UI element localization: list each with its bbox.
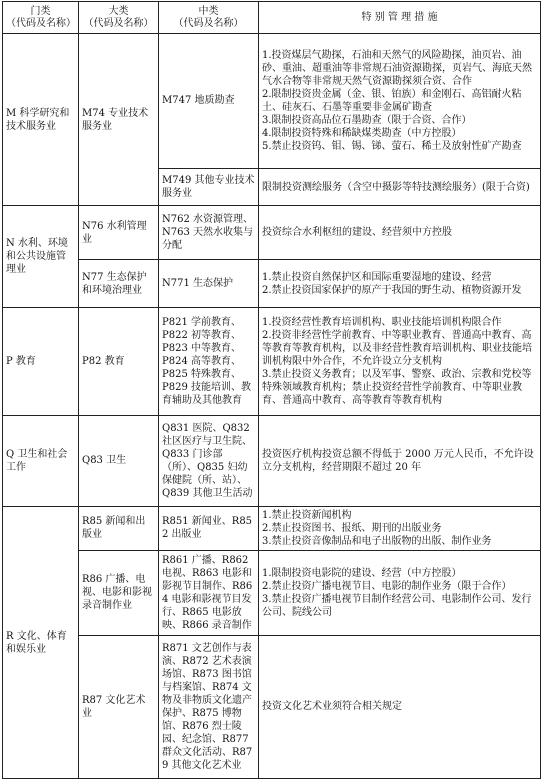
measures-cell [259,260,541,308]
measures-cell: 投资医疗机构投资总额不得低于 2000 万元人民币，不允许设立分支机构，经营期限不超过 20 年 [259,415,541,506]
header-menlei-subtitle: （代码及名称） [6,17,76,29]
measure-item: 2.禁止投资国家保护的原产于我国的野生动、植物资源开发 [262,284,522,296]
zhonglei-cell: R861 广播、R862 电视、R863 电影和影视节目制作、R864 电影和影视节目发行、R865 电影放映、R866 录音制作 [159,550,259,635]
zhonglei-line: P829 技能培训、教育辅助及其他教育 [162,381,251,406]
zhonglei-cell: Q831 医院、Q832 社区医疗与卫生院、Q833 门诊部（所）、Q835 妇幼保健院（所、站）、Q839 其他卫生活动 [159,415,259,506]
zhonglei-cell: N762 水资源管理、N763 天然水收集与分配 [159,206,259,260]
zhonglei-line: P822 初等教育、 [162,329,241,341]
measures-cell: 投资文化艺术业须符合相关规定 [259,635,541,778]
header-zhonglei-subtitle: （代码及名称） [173,17,244,29]
zhonglei-line: P823 中等教育、 [162,342,241,354]
measure-item: 3.禁止投资音像制品和电子出版物的出版、制作业务 [262,535,492,547]
table-row [3,507,541,551]
special-management-table [2,1,541,779]
measure-item: 1.禁止投资新闻机构 [262,509,352,521]
measures-cell: 限制投资测绘服务（含空中摄影等特技测绘服务）(限于合资) [259,168,541,205]
measure-item: 2.禁止投资图书、报纸、期刊的出版业务 [262,522,442,534]
header-measures: 特 别 管 理 措 施 [259,2,541,34]
table-row [3,206,541,260]
header-menlei [3,2,79,34]
measure-item: 3.禁止投资广播电视节目制作经营公司、电影制作公司、发行公司、院线公司 [262,593,532,618]
measure-item: 1.限制投资电影院的建设、经营（中方控股） [262,567,462,579]
menlei-cell: Q 卫生和社会工作 [3,415,79,506]
measures-cell [259,34,541,169]
dalei-cell: R85 新闻和出版业 [79,507,159,551]
dalei-cell: Q83 卫生 [79,415,159,506]
measure-item: 2.限制投资贵金属（金、银、铂族）和金刚石、高铝耐火粘土、硅灰石、石墨等重要非金属矿勘查 [262,88,522,113]
header-dalei-title: 大类 [108,5,129,17]
measure-item: 4.限制投资特殊和稀缺煤类勘查（中方控股） [262,127,462,139]
header-zhonglei [159,2,259,34]
dalei-cell: N77 生态保护和环境治理业 [79,260,159,308]
dalei-cell: M74 专业技术服务业 [79,34,159,206]
header-row [3,2,541,34]
table-row [3,635,541,778]
measure-item: 1.投资经营性教育培训机构、职业技能培训机构限合作 [262,316,502,328]
measures-cell: 投资综合水利枢纽的建设、经营须中方控股 [259,206,541,260]
measure-item: 3.禁止投资义务教育；以及军事、警察、政治、宗教和党校等特殊领域教育机构；禁止投资经营性学前教育、中等职业教育、普通高中教育、高等教育等教育机构 [262,368,532,406]
measure-item: 2.投资非经营性学前教育、中等职业教育、普通高中教育、高等教育等教育机构，以及非经营性教育培训机构、职业技能培训机构限中外合作，不允许设立分支机构 [262,329,532,367]
zhonglei-line: P824 高等教育、 [162,355,241,367]
zhonglei-line: P821 学前教育、 [162,316,241,328]
menlei-cell: M 科学研究和技术服务业 [3,34,79,206]
menlei-cell: N 水利、环境和公共设施管理业 [3,206,79,308]
table-row [3,34,541,169]
table-row [3,415,541,506]
measures-cell [259,507,541,551]
measures-cell [259,550,541,635]
header-dalei-subtitle: （代码及名称） [83,17,154,29]
menlei-cell: R 文化、体育和娱乐业 [3,507,79,779]
zhonglei-cell: R851 新闻业、R852 出版业 [159,507,259,551]
table-row [3,260,541,308]
measure-item: 3.限制投资高品位石墨勘查（限于合资、合作） [262,114,472,126]
zhonglei-cell: M747 地质勘查 [159,34,259,169]
menlei-cell: P 教育 [3,307,79,415]
measure-item: 2.禁止投资广播电视节目、电影的制作业务（限于合作） [262,580,512,592]
header-dalei [79,2,159,34]
zhonglei-cell [159,307,259,415]
table-row [3,550,541,635]
header-zhonglei-title: 中类 [198,5,219,17]
measure-item: 1.投资煤层气勘探，石油和天然气的风险勘探，油页岩、油砂、重油、超重油等非常规石油资源勘探，页岩气、海底天然气水合物等非常规天然气资源勘探须合资、合作 [262,49,532,87]
table-row [3,307,541,415]
header-menlei-title: 门类 [30,5,51,17]
dalei-cell: R86 广播、电视、电影和影视录音制作业 [79,550,159,635]
dalei-cell: P82 教育 [79,307,159,415]
zhonglei-cell: R871 文艺创作与表演、R872 艺术表演场馆、R873 图书馆与档案馆、R874 文物及非物质文化遗产保护、R875 博物馆、R876 烈士陵园、纪念馆、R877 群众文化活动、R879 其他文化艺术业 [159,635,259,778]
measures-cell [259,307,541,415]
dalei-cell: R87 文化艺术业 [79,635,159,778]
zhonglei-cell: M749 其他专业技术服务业 [159,168,259,205]
measure-item: 1.禁止投资自然保护区和国际重要湿地的建设、经营 [262,271,492,283]
measure-item: 5.禁止投资钨、钼、锡、锑、萤石、稀土及放射性矿产勘查 [262,140,522,152]
zhonglei-line: P825 特殊教育、 [162,368,241,380]
dalei-cell: N76 水利管理业 [79,206,159,260]
zhonglei-cell: N771 生态保护 [159,260,259,308]
